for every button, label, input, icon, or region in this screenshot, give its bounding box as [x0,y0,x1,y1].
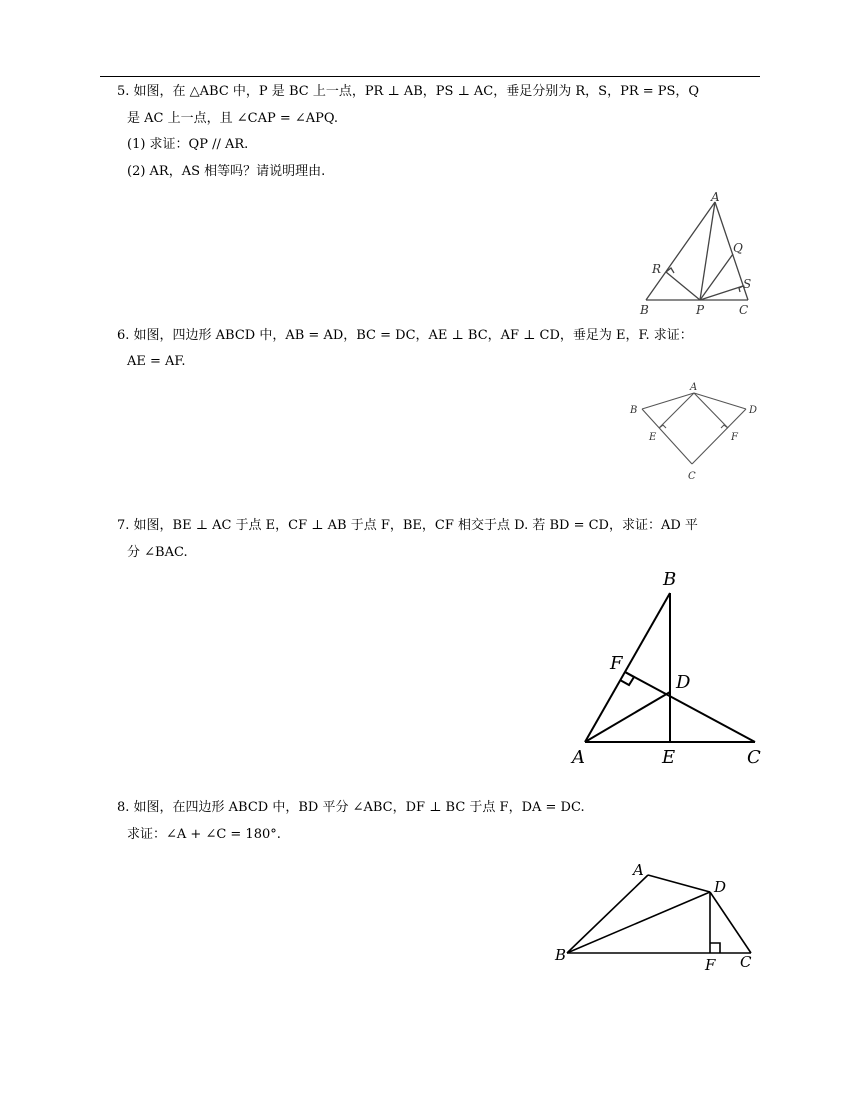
p5-label-R: R [652,262,662,276]
p6-label-E: E [649,432,657,443]
problem-6-line-1: 6. 如图，四边形 ABCD 中，AB = AD，BC = DC，AE ⊥ BC，AF ⊥ CD，垂足为 E，F. 求证： [117,328,693,343]
problem-8-line-1: 8. 如图，在四边形 ABCD 中，BD 平分 ∠ABC，DF ⊥ BC 于点 F，DA = DC. [117,800,585,815]
p7-label-C: C [747,747,761,768]
p6-label-A: A [690,382,698,393]
p5-label-P: P [696,303,705,317]
p5-label-A: A [711,190,720,204]
problem-5-line-1: 5. 如图，在 △ABC 中，P 是 BC 上一点，PR ⊥ AB，PS ⊥ AC，垂足分别为 R，S，PR = PS，Q [117,84,700,99]
p7-label-D: D [676,672,691,693]
problem-5-part-2: (2) AR，AS 相等吗？请说明理由. [127,164,326,179]
p6-label-F: F [731,432,738,443]
problem-5-part-1: (1) 求证：QP // AR. [127,137,249,152]
p6-label-C: C [688,471,696,482]
problem-6-figure [624,376,764,492]
problem-7-figure [560,565,780,779]
p8-label-D: D [714,878,727,896]
p8-label-F: F [705,956,716,974]
problem-5-figure [630,190,760,324]
problem-8-figure [545,855,770,984]
p7-label-F: F [610,653,623,674]
p7-label-E: E [662,747,676,768]
p6-label-B: B [630,405,638,416]
p7-label-A: A [572,747,585,768]
problem-7-line-1: 7. 如图，BE ⊥ AC 于点 E，CF ⊥ AB 于点 F，BE，CF 相交于点 D. 若 BD = CD，求证：AD 平 [117,518,698,533]
problem-5-line-2: 是 AC 上一点，且 ∠CAP = ∠APQ. [127,111,339,126]
p5-label-C: C [739,303,749,317]
problem-8-line-2: 求证：∠A + ∠C = 180°. [127,827,281,842]
p8-label-C: C [740,953,752,971]
p5-label-Q: Q [733,241,743,255]
p8-label-A: A [633,861,644,879]
p5-label-S: S [743,277,752,291]
p7-label-B: B [663,569,677,590]
problem-7-line-2: 分 ∠BAC. [127,545,188,560]
p5-label-B: B [640,303,649,317]
header-rule [100,76,760,77]
p6-label-D: D [749,405,758,416]
p8-label-B: B [555,946,567,964]
problem-6-line-2: AE = AF. [127,354,186,369]
